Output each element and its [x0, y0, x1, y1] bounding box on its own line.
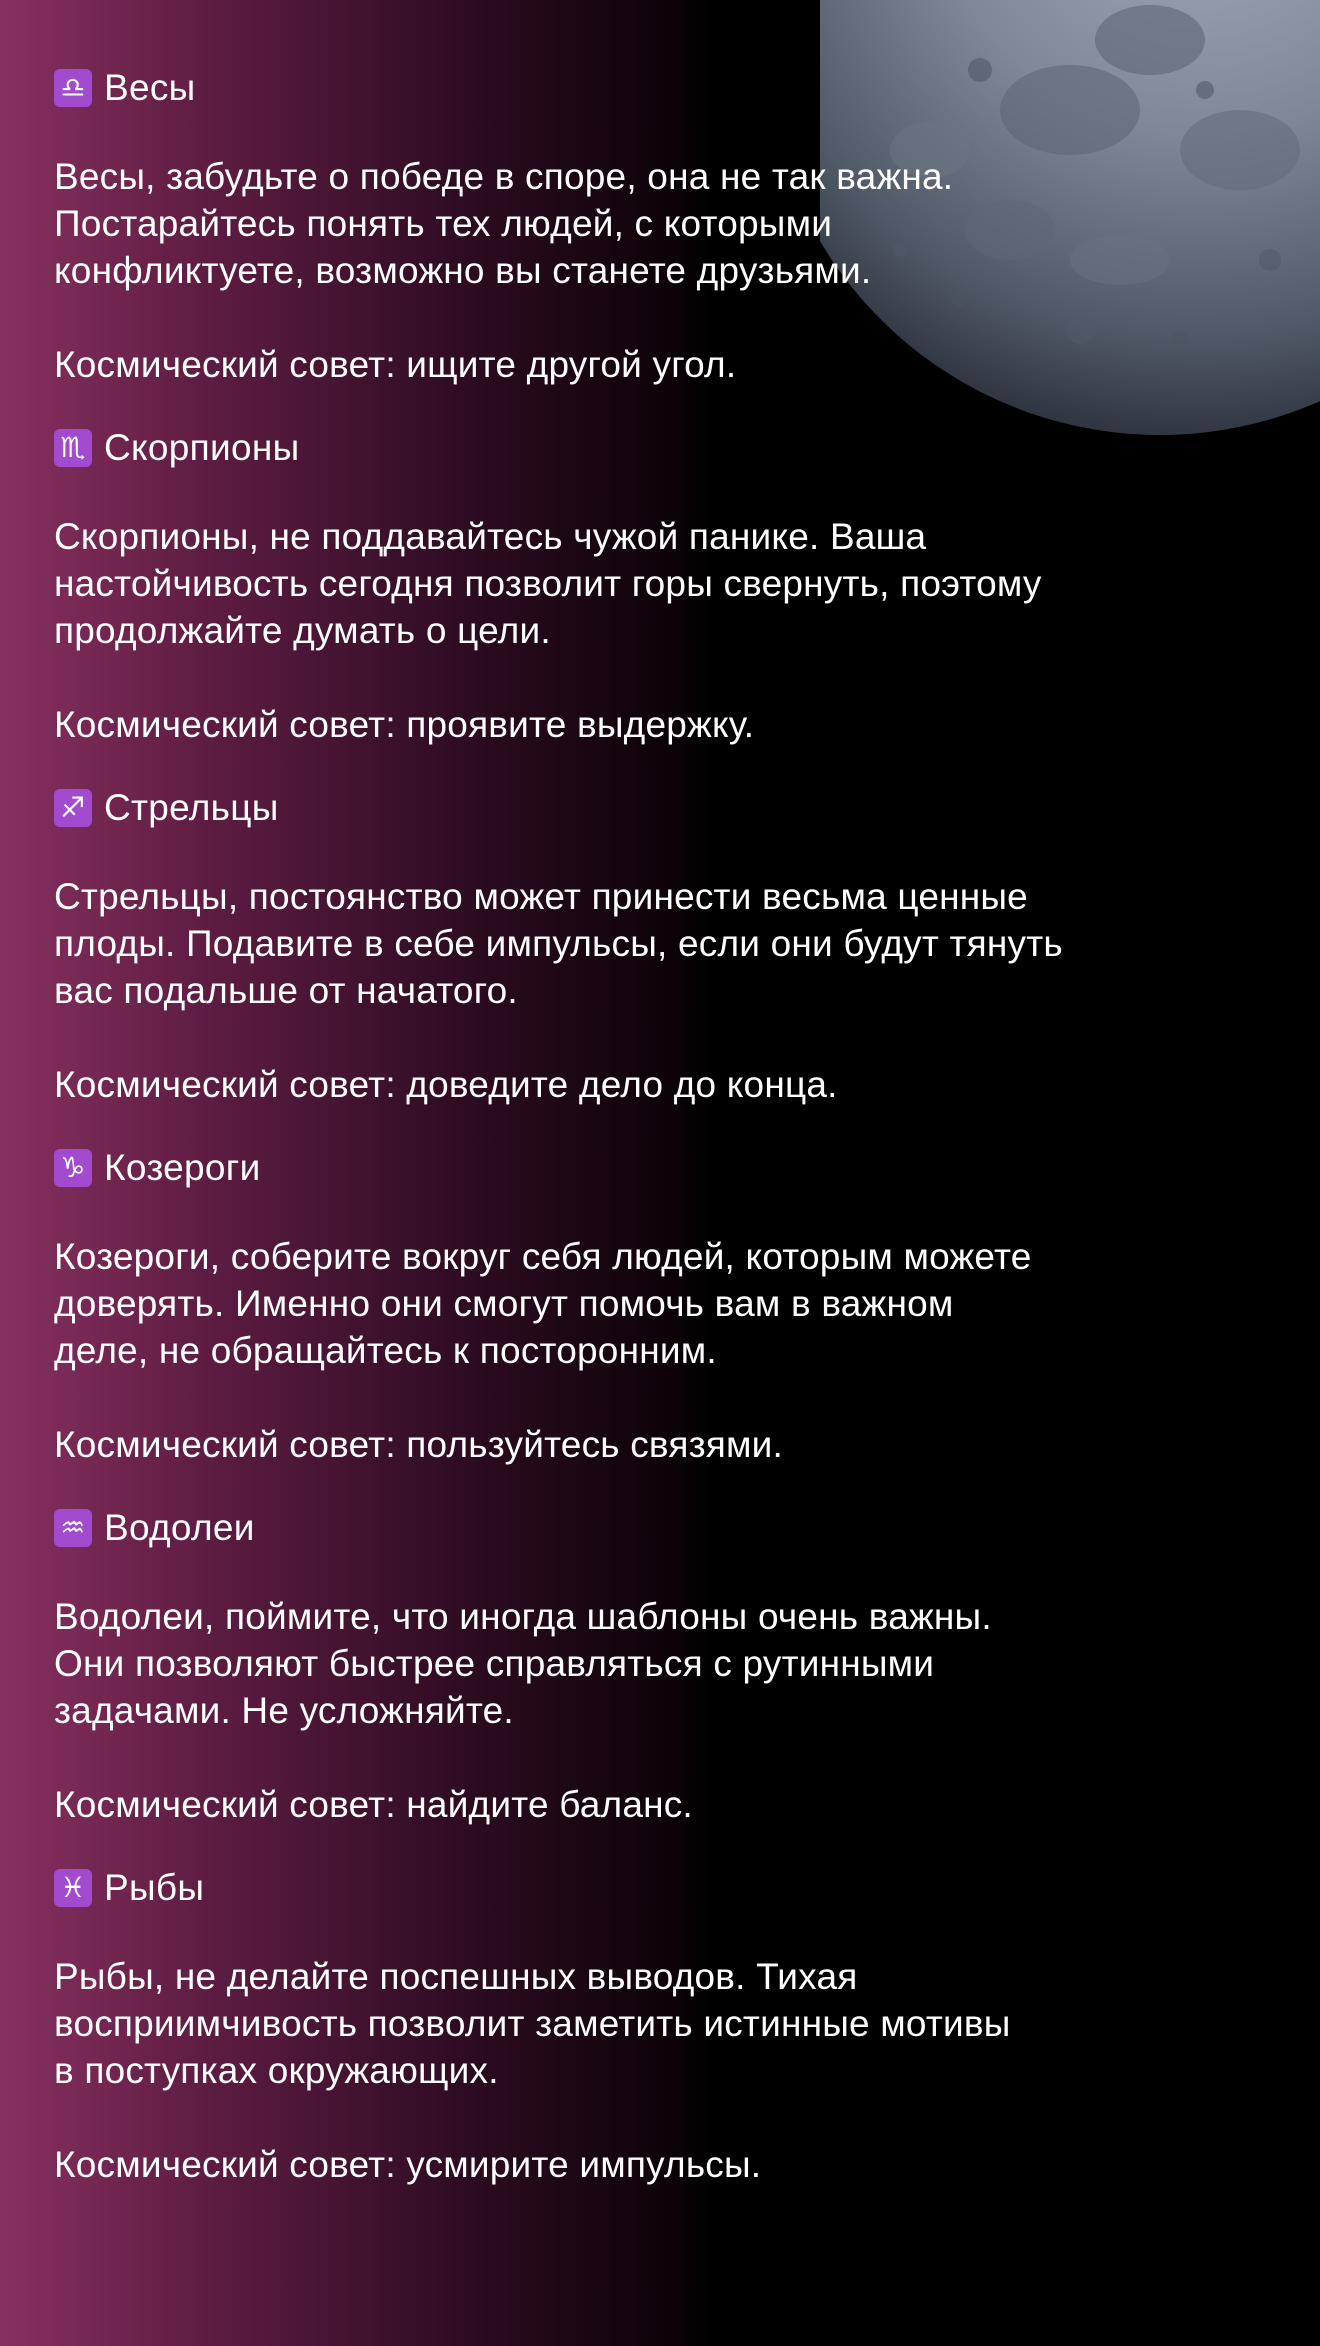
- sign-name: Скорпионы: [104, 427, 300, 468]
- scorpio-icon: ♏: [54, 429, 92, 467]
- sign-text: Рыбы, не делайте поспешных выводов. Тихая восприимчивость позволит заметить истинные мотивы в поступках окружающих.: [54, 1956, 1011, 2091]
- sign-advice: Космический совет: пользуйтесь связями.: [54, 1424, 783, 1465]
- sign-section-capricorn: [54, 1138, 1254, 1468]
- sign-text: Стрельцы, постоянство может принести весьма ценные плоды. Подавите в себе импульсы, если они будут тянуть вас подальше от начатого.: [54, 876, 1063, 1011]
- sign-title: [54, 778, 1254, 838]
- sign-title: [54, 58, 1254, 118]
- sign-text: Козероги, соберите вокруг себя людей, которым можете доверять. Именно они смогут помочь вам в важном деле, не обращайтесь к посторонним.: [54, 1236, 1032, 1371]
- sign-text: Скорпионы, не поддавайтесь чужой панике. Ваша настойчивость сегодня позволит горы свернуть, поэтому продолжайте думать о цели.: [54, 516, 1042, 651]
- sign-advice: Космический совет: доведите дело до конца.: [54, 1064, 838, 1105]
- capricorn-icon: ♑: [54, 1149, 92, 1187]
- horoscope-list: [54, 58, 1254, 2188]
- sign-advice: Космический совет: усмирите импульсы.: [54, 2144, 762, 2185]
- sign-name: Рыбы: [104, 1867, 205, 1908]
- libra-icon: ♎: [54, 69, 92, 107]
- sign-title: [54, 418, 1254, 478]
- sign-section-sagittarius: [54, 778, 1254, 1108]
- sign-advice: Космический совет: проявите выдержку.: [54, 704, 755, 745]
- sagittarius-icon: ♐: [54, 789, 92, 827]
- sign-text: Водолеи, поймите, что иногда шаблоны очень важны. Они позволяют быстрее справляться с рутинными задачами. Не усложняйте.: [54, 1596, 992, 1731]
- sign-advice: Космический совет: ищите другой угол.: [54, 344, 737, 385]
- sign-name: Козероги: [104, 1147, 261, 1188]
- sign-name: Водолеи: [104, 1507, 255, 1548]
- aquarius-icon: ♒: [54, 1509, 92, 1547]
- sign-name: Весы: [104, 67, 196, 108]
- sign-name: Стрельцы: [104, 787, 279, 828]
- sign-title: [54, 1858, 1254, 1918]
- sign-title: [54, 1498, 1254, 1558]
- sign-text: Весы, забудьте о победе в споре, она не так важна. Постарайтесь понять тех людей, с которыми конфликтуете, возможно вы станете друзьями.: [54, 156, 954, 291]
- sign-section-aquarius: [54, 1498, 1254, 1828]
- sign-advice: Космический совет: найдите баланс.: [54, 1784, 693, 1825]
- sign-title: [54, 1138, 1254, 1198]
- pisces-icon: ♓: [54, 1869, 92, 1907]
- sign-section-libra: [54, 58, 1254, 388]
- sign-section-scorpio: [54, 418, 1254, 748]
- sign-section-pisces: [54, 1858, 1254, 2188]
